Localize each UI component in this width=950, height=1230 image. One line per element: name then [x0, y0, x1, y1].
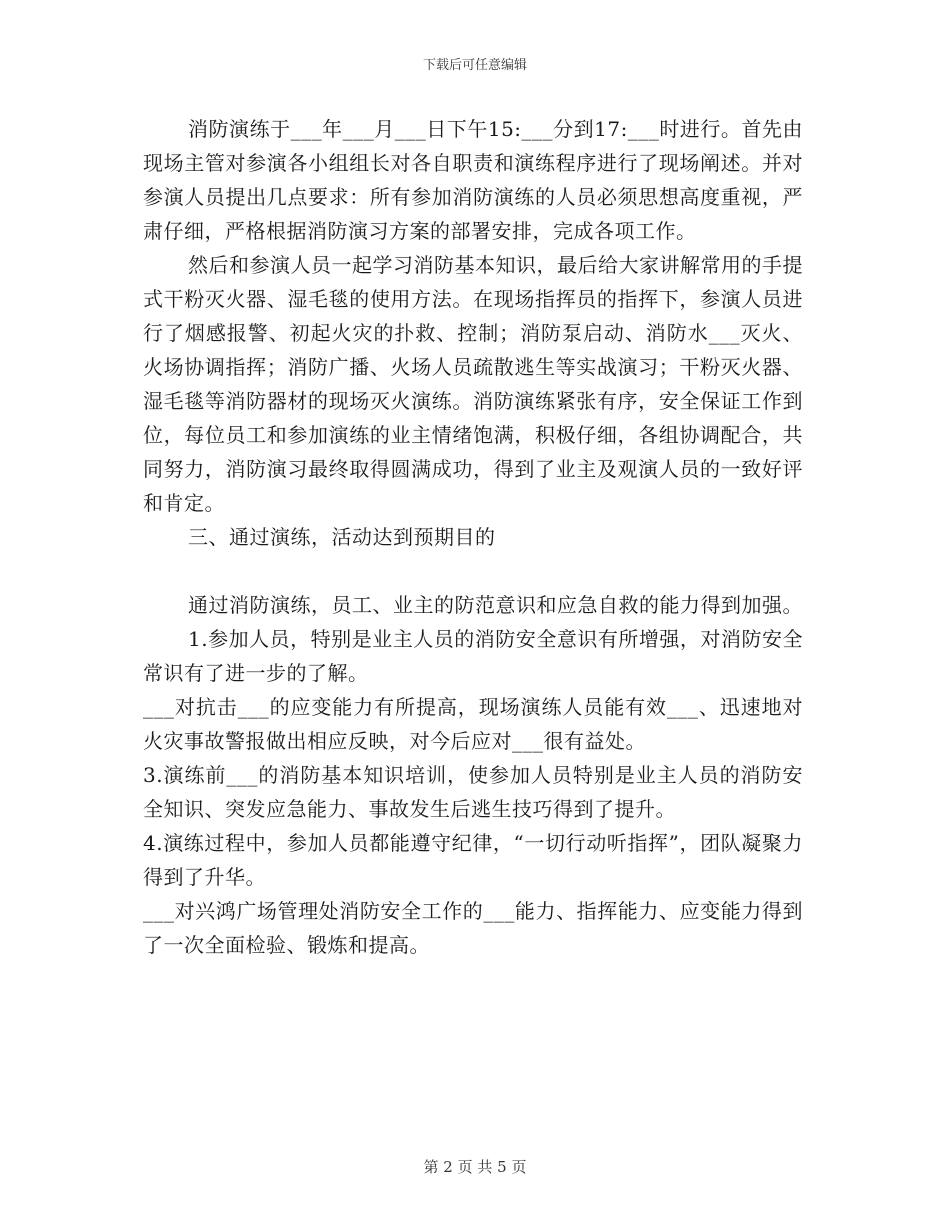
- paragraph-drill-process: 然后和参演人员一起学习消防基本知识，最后给大家讲解常用的手提式干粉灭火器、湿毛毯的使用方法。在现场指挥员的指挥下，参演人员进行了烟感报警、初起火灾的扑救、控制；消防泵启动、消防水___灭火、火场协调指挥；消防广播、火场人员疏散逃生等实战演习；干粉灭火器、湿毛毯等消防器材的现场灭火演练。消防演练紧张有序，安全保证工作到位，每位员工和参加演练的业主情绪饱满，积极仔细，各组协调配合，共同努力，消防演习最终取得圆满成功，得到了业主及观演人员的一致好评和肯定。: [143, 253, 803, 515]
- page-number: 第 2 页 共 5 页: [423, 1158, 527, 1176]
- paragraph-drill-time: 消防演练于___年___月___日下午15:___分到17:___时进行。首先由现场主管对参演各小组组长对各自职责和演练程序进行了现场阐述。并对参演人员提出几点要求：所有参加消防演练的人员必须思想高度重视，严肃仔细，严格根据消防演习方案的部署安排，完成各项工作。: [143, 117, 803, 243]
- list-item-4: 4.演练过程中，参加人员都能遵守纪律，“一切行动听指挥”，团队凝聚力得到了升华。: [143, 831, 803, 889]
- page-header: 下载后可任意编辑: [422, 58, 527, 73]
- section-spacer: [143, 554, 803, 588]
- list-item-1: 1.参加人员，特别是业主人员的消防安全意识有所增强，对消防安全常识有了进一步的了解。: [143, 627, 803, 685]
- paragraph-summary: 通过消防演练，员工、业主的防范意识和应急自救的能力得到加强。: [188, 593, 803, 617]
- section-heading: 三、通过演练，活动达到预期目的: [188, 525, 496, 549]
- document-body: [143, 112, 803, 962]
- list-item-3: 3.演练前___的消防基本知识培训，使参加人员特别是业主人员的消防安全知识、突发应急能力、事故发生后逃生技巧得到了提升。: [143, 763, 803, 821]
- list-item-5: ___对兴鸿广场管理处消防安全工作的___能力、指挥能力、应变能力得到了一次全面检验、锻炼和提高。: [143, 899, 803, 957]
- list-item-2: ___对抗击___的应变能力有所提高，现场演练人员能有效___、迅速地对火灾事故警报做出相应反映，对今后应对___很有益处。: [143, 695, 803, 753]
